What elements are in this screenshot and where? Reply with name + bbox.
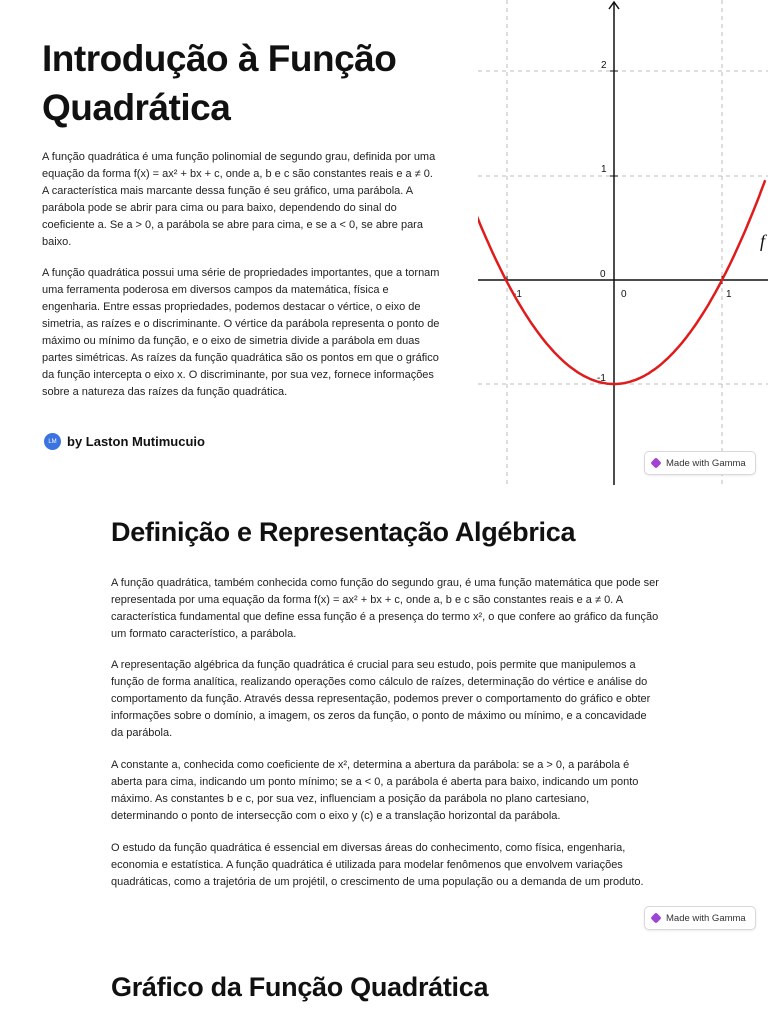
made-with-gamma-badge[interactable] bbox=[644, 451, 756, 475]
gamma-logo-icon bbox=[650, 457, 661, 468]
gamma-logo-icon bbox=[650, 912, 661, 923]
definition-paragraph-4: O estudo da função quadrática é essencial em diversas áreas do conhecimento, como física, engenharia, economia e estatística. A função quadrática é utilizada para modelar fenômenos que envolvem variações quadráticas, como a trajetória de um projétil, o crescimento de uma população ou a demanda de um produto. bbox=[111, 842, 644, 888]
x-tick-label-minus-1: -1 bbox=[513, 289, 522, 300]
definition-title: Definição e Representação Algébrica bbox=[111, 517, 576, 547]
badge-label: Made with Gamma bbox=[666, 457, 746, 469]
intro-paragraph-2: A função quadrática possui uma série de propriedades importantes, que a tornam uma ferramenta poderosa em diversos campos da matemática, física e engenharia. Entre essas propriedades, podemos destacar o vértice, o eixo de simetria, as raízes e o discriminante. O vértice da parábola representa o ponto de máximo ou mínimo da função, e o eixo de simetria divide a parábola em duas partes simétricas. As raízes da função quadrática são os pontos em que o gráfico da função intercepta o eixo x. O discriminante, por sua vez, fornece informações sobre a natureza das raízes da função quadrática. bbox=[42, 267, 440, 398]
parabola-graph bbox=[478, 0, 768, 485]
definition-paragraph-3: A constante a, conhecida como coeficiente de x², determina a abertura da parábola: se a > 0, a parábola é aberta para cima, indicando um ponto mínimo; se a < 0, a parábola é aberta para baixo, indicando um ponto máximo. As constantes b e c, por sua vez, influenciam a posição da parábola no plano cartesiano, determinando o ponto de intersecção com o eixo y (c) e a translação horizontal da parábola. bbox=[111, 759, 639, 822]
intro-paragraph-1: A função quadrática é uma função polinomial de segundo grau, definida por uma equação da forma f(x) = ax² + bx + c, onde a, b e c são constantes reais e a ≠ 0. A característica mais marcante dessa função é seu gráfico, uma parábola. A parábola pode se abrir para cima ou para baixo, dependendo do sinal do coeficiente a. Se a > 0, a parábola se abre para cima, e se a < 0, se abre para baixo. bbox=[42, 151, 436, 248]
author-name: by Laston Mutimucuio bbox=[67, 434, 205, 449]
intro-title: Introdução à Função Quadrática bbox=[42, 38, 397, 128]
intro-slide bbox=[0, 0, 768, 485]
x-tick-label-0: 0 bbox=[621, 289, 627, 300]
author-byline bbox=[44, 433, 205, 450]
badge-label: Made with Gamma bbox=[666, 912, 746, 924]
origin-label: 0 bbox=[600, 269, 606, 280]
graph-section-title: Gráfico da Função Quadrática bbox=[111, 972, 489, 1002]
y-tick-label-1: 1 bbox=[601, 164, 607, 175]
definition-paragraph-2: A representação algébrica da função quadrática é crucial para seu estudo, pois permite que manipulemos a função de forma analítica, realizando operações como cálculo de raízes, determinação do vértice e análise do comportamento da função. Através dessa representação, podemos prever o comportamento do gráfico e obter informações sobre o domínio, a imagem, os zeros da função, o ponto de máximo ou mínimo, e a concavidade da parábola. bbox=[111, 659, 651, 739]
x-tick-label-1: 1 bbox=[726, 289, 732, 300]
y-tick-label-minus-1: -1 bbox=[597, 373, 606, 384]
y-tick-label-2: 2 bbox=[601, 60, 607, 71]
author-avatar: LM bbox=[44, 433, 61, 450]
function-label: f bbox=[760, 231, 766, 251]
made-with-gamma-badge-2[interactable] bbox=[644, 906, 756, 930]
graph-grid bbox=[478, 0, 768, 485]
definition-paragraph-1: A função quadrática, também conhecida como função do segundo grau, é uma função matemática que pode ser representada por uma equação da forma f(x) = ax² + bx + c, onde a, b e c são constantes reais e a ≠ 0. A característica fundamental que define essa função é a presença do termo x², o que confere ao gráfico da função um formato característico, a parábola. bbox=[111, 577, 659, 640]
